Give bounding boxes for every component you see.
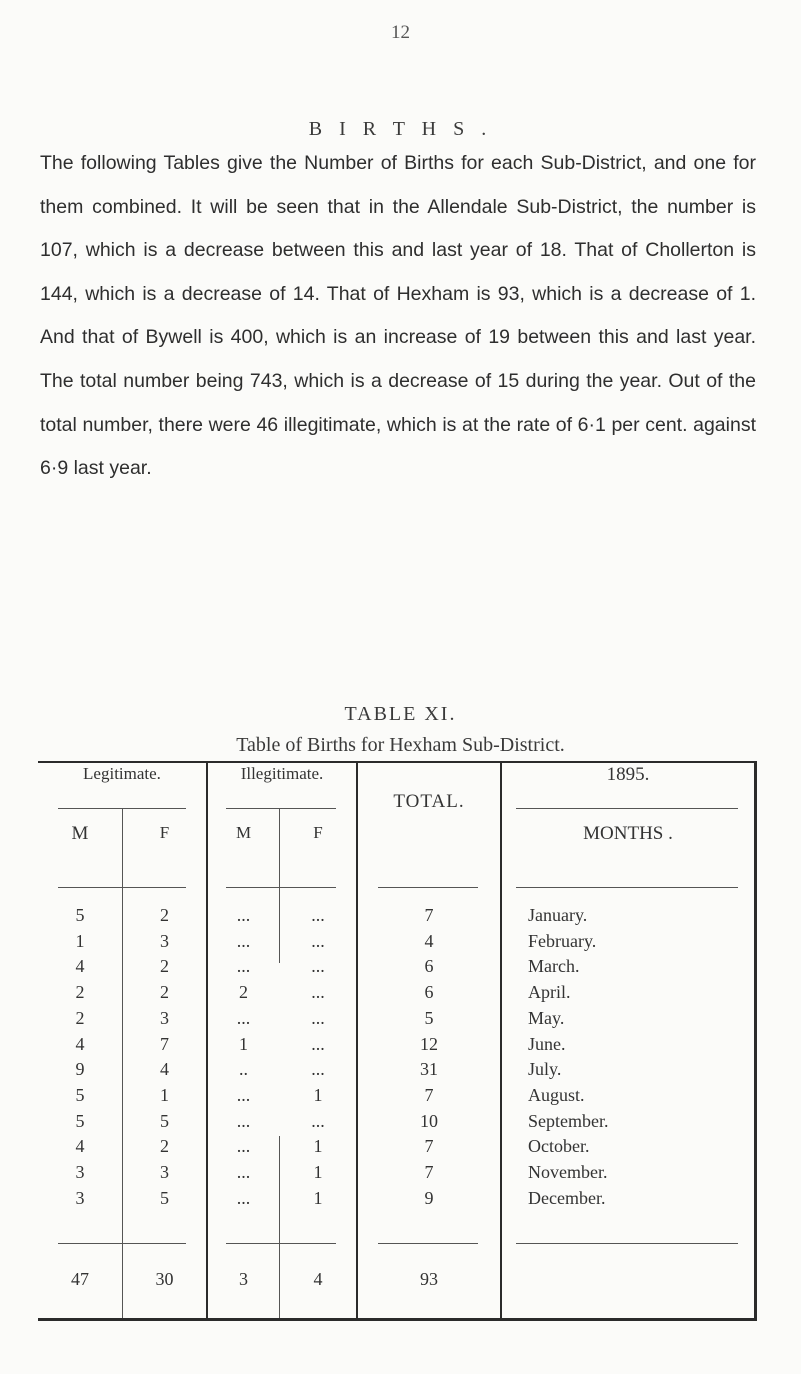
table-cell-leg-m: 3 — [75, 1162, 85, 1182]
table-cell-total: 7 — [424, 1084, 434, 1105]
header-legitimate: Legitimate. — [83, 764, 161, 783]
table-cell-leg-m: 2 — [75, 982, 85, 1003]
table-cell-month: February. — [528, 930, 597, 951]
table-cell-ill-m: 1 — [239, 1033, 248, 1054]
top-rule — [38, 761, 757, 763]
table-cell-ill-m: ... — [236, 1110, 251, 1131]
table-cell-ill-m: 2 — [239, 982, 248, 1003]
table-cell-leg-f: 5 — [160, 1187, 169, 1208]
births-table — [38, 761, 757, 1322]
table-cell-leg-f: 1 — [160, 1084, 169, 1105]
table-cell-month: April. — [528, 982, 571, 1003]
table-cell-ill-f: 1 — [313, 1187, 323, 1208]
table-cell-total: 5 — [424, 1007, 434, 1028]
table-cell-ill-f: 1 — [313, 1162, 323, 1182]
table-cell-total: 31 — [420, 1059, 438, 1080]
hline-totals-total — [378, 1243, 478, 1244]
table-cell-leg-m: 1 — [75, 930, 85, 951]
hline-sub-legit — [58, 808, 186, 809]
table-cell-leg-m: 5 — [75, 1084, 85, 1105]
table-cell-leg-f: 2 — [160, 905, 169, 925]
table-cell-ill-m: ... — [236, 1187, 251, 1208]
hline-header-ill — [226, 887, 336, 888]
table-cell-month: May. — [528, 1007, 565, 1028]
table-cell-month: December. — [528, 1187, 606, 1208]
table-cell-leg-m: 4 — [75, 956, 85, 977]
table-cell-leg-m: 9 — [75, 1059, 85, 1080]
table-cell-leg-m: 4 — [75, 1136, 85, 1157]
table-cell-ill-m: ... — [236, 956, 251, 977]
table-cell-leg-f: 7 — [160, 1033, 169, 1054]
table-cell-ill-m: ... — [236, 1136, 251, 1157]
table-cell-month: October. — [528, 1136, 590, 1157]
header-legit-f: F — [159, 823, 170, 842]
table-title: TABLE XI. — [344, 703, 457, 725]
bottom-rule — [38, 1318, 757, 1321]
table-cell-month: July. — [528, 1059, 562, 1080]
table-cell-ill-f: ... — [311, 1033, 325, 1054]
table-cell-leg-f: 5 — [160, 1110, 169, 1131]
header-illegitimate: Illegitimate. — [240, 764, 324, 783]
table-cell-leg-f: 2 — [160, 956, 169, 977]
table-cell-leg-m: 5 — [75, 1110, 85, 1131]
table-cell-total: 6 — [424, 956, 434, 977]
table-cell-ill-f: ... — [311, 905, 325, 925]
table-cell-total: 4 — [424, 930, 434, 951]
table-cell-month: June. — [528, 1033, 566, 1054]
hline-sub-year — [516, 808, 738, 809]
table-cell-leg-m: 3 — [75, 1187, 85, 1208]
table-cell-ill-m: ... — [236, 1084, 251, 1105]
hline-totals-months — [516, 1243, 738, 1244]
table-cell-leg-f: 2 — [160, 982, 169, 1003]
table-cell-month: August. — [528, 1084, 585, 1105]
table-cell-leg-f: 3 — [160, 1007, 169, 1028]
table-cell-ill-f: 1 — [313, 1136, 323, 1157]
table-cell-leg-f: 4 — [160, 1059, 169, 1080]
table-cell-month: March. — [528, 956, 580, 977]
intro-paragraph: The following Tables give the Number of Births for each Sub-District, and one for them combined. It will be seen that in the Allendale Sub-District, the number is 107, which is a decrease between this and last year of 18. That of Chollerton is 144, which is a decrease of 14. That of Hexham is 93, which is a decrease of 1. And that of Bywell is 400, which is an increase of 19 between this and last year. The total number being 743, which is a decrease of 15 during the year. Out of the total number, there were 46 illegitimate, which is at the rate of 6·1 per cent. against 6·9 last year. — [40, 152, 756, 480]
table-cell-leg-m: 2 — [75, 1007, 85, 1028]
totals-cell-ill-m: 3 — [239, 1269, 248, 1289]
header-year: 1895. — [606, 764, 650, 785]
hline-sub-ill — [226, 808, 336, 809]
table-cell-total: 7 — [424, 905, 434, 925]
totals-cell-ill-f: 4 — [313, 1269, 323, 1289]
table-cell-total: 10 — [420, 1110, 438, 1131]
table-cell-ill-f: ... — [311, 1110, 325, 1131]
table-cell-total: 9 — [424, 1187, 434, 1208]
table-cell-ill-m: ... — [236, 930, 251, 951]
totals-cell-leg-m: 47 — [71, 1269, 89, 1289]
table-cell-ill-f: ... — [311, 982, 325, 1003]
totals-cell-total: 93 — [420, 1269, 438, 1289]
hline-totals-ill — [226, 1243, 336, 1244]
header-total: TOTAL. — [393, 791, 465, 812]
hline-header-months — [516, 887, 738, 888]
table-cell-ill-f: ... — [311, 1059, 325, 1080]
totals-cell-leg-f: 30 — [155, 1269, 174, 1289]
table-cell-month: September. — [528, 1110, 609, 1131]
table-cell-total: 7 — [424, 1136, 434, 1157]
table-cell-ill-m: .. — [239, 1059, 248, 1080]
right-rule — [754, 761, 757, 1320]
table-cell-total: 12 — [420, 1033, 438, 1054]
header-ill-f: F — [313, 823, 323, 842]
table-cell-ill-m: ... — [236, 905, 251, 925]
table-cell-total: 6 — [424, 982, 434, 1003]
table-cell-ill-f: ... — [311, 1007, 325, 1028]
table-cell-ill-m: ... — [236, 1162, 251, 1182]
header-months: MONTHS . — [583, 823, 673, 844]
table-cell-leg-f: 3 — [160, 930, 169, 951]
table-cell-month: November. — [528, 1162, 608, 1182]
table-cell-ill-m: ... — [236, 1007, 251, 1028]
table-subtitle: Table of Births for Hexham Sub-District. — [236, 734, 565, 756]
table-cell-leg-m: 5 — [75, 905, 85, 925]
page-number: 12 — [391, 22, 410, 43]
hline-totals-legit — [58, 1243, 186, 1244]
table-cell-leg-m: 4 — [75, 1033, 85, 1054]
table-cell-month: January. — [528, 905, 588, 925]
table-cell-leg-f: 2 — [160, 1136, 169, 1157]
hline-header-legit — [58, 887, 186, 888]
header-ill-m: M — [235, 823, 252, 842]
table-cell-total: 7 — [424, 1162, 434, 1182]
table-cell-ill-f: ... — [311, 930, 325, 951]
table-cell-leg-f: 3 — [160, 1162, 169, 1182]
table-cell-ill-f: ... — [311, 956, 325, 977]
hline-header-total — [378, 887, 478, 888]
page-heading: B I R T H S . — [308, 118, 493, 140]
table-cell-ill-f: 1 — [313, 1084, 323, 1105]
header-legit-m: M — [71, 823, 89, 844]
